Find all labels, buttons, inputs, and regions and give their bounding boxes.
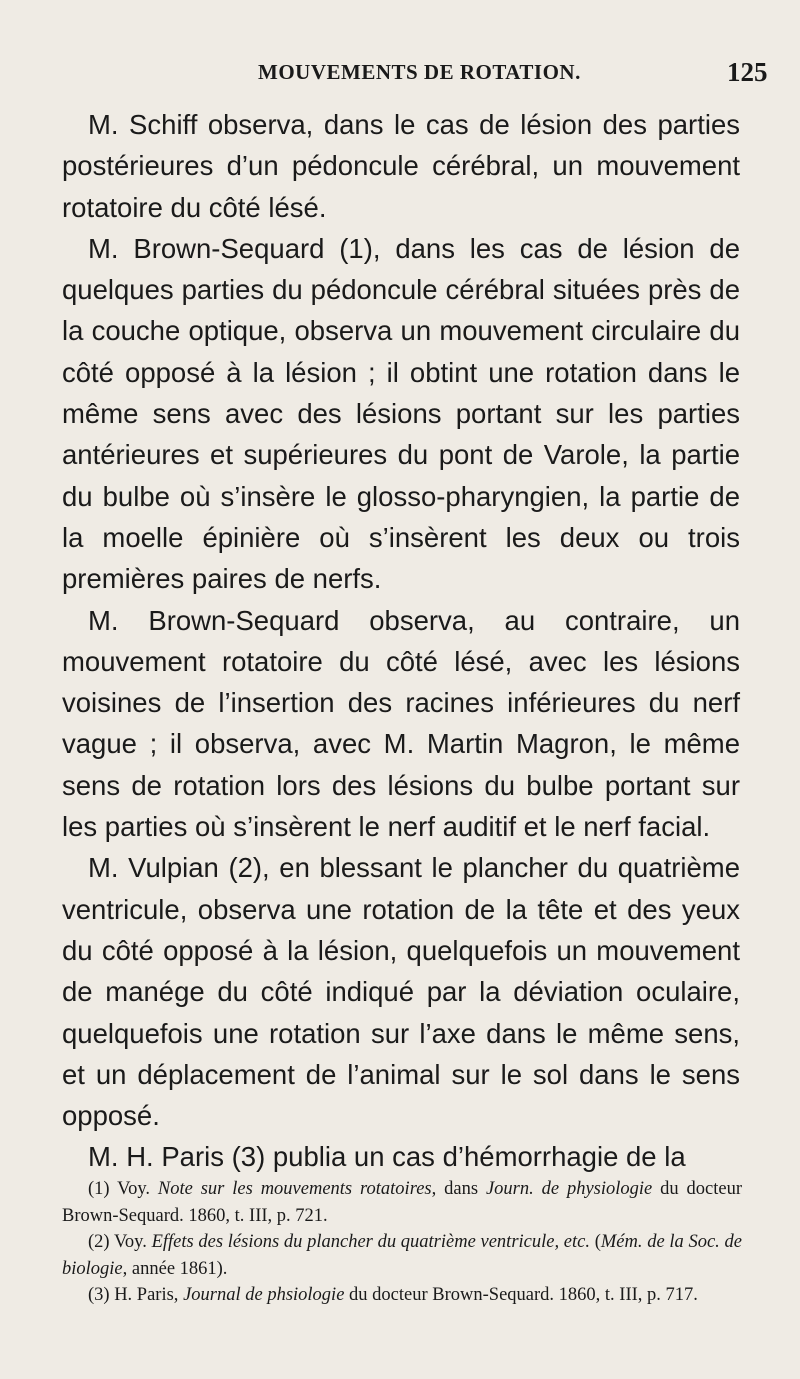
footnote-3-title: Journal de phsiologie (183, 1285, 345, 1305)
running-title: MOUVEMENTS DE ROTATION. (258, 60, 581, 84)
paragraph-brown-sequard-circular: M. Brown-Sequard (1), dans les cas de lésion de quelques parties du pédoncule cérébral situées près de la couche optique, observa un mouvement circulaire du côté opposé à la lésion ; il obtint une rotation dans le même sens avec des lésions portant sur les parties antérieures et supérieures du pont de Varole, la partie du bulbe où s’insère le glosso-pharyngien, la partie de la moelle épinière où s’insèrent les deux ou trois premières paires de nerfs. (62, 232, 740, 595)
footnote-2-suffix: , année 1861). (122, 1258, 228, 1279)
footnote-3-suffix: du docteur Brown-Sequard. 1860, t. III, p. 717. (344, 1285, 698, 1305)
footnote-2-source: Mém. de la Soc. de biologie (62, 1232, 742, 1279)
footnote-2-prefix: (2) Voy. (88, 1232, 152, 1252)
footnote-1-prefix: (1) Voy. (88, 1179, 158, 1199)
footnote-2-mid: ( (590, 1232, 601, 1252)
footnote-1-title: Note sur les mouvements rotatoires (157, 1179, 432, 1199)
footnote-3 (62, 1282, 742, 1309)
footnote-1-suffix: du docteur Brown-Sequard. 1860, t. III, p. 721. (62, 1179, 742, 1226)
footnote-1-source: Journ. de physiologie (485, 1179, 653, 1199)
footnote-2 (62, 1229, 742, 1282)
footnote-3-prefix: (3) H. Paris, (88, 1285, 184, 1305)
paragraph-brown-sequard-rotatory: M. Brown-Sequard observa, au contraire, un mouvement rotatoire du côté lésé, avec les lésions voisines de l’insertion des racines inférieures du nerf vague ; il observa, avec M. Martin Magron, le même sens de rotation lors des lésions du bulbe portant sur les parties où s’insèrent le nerf auditif et le nerf facial. (62, 604, 740, 843)
page-number: 125 (727, 57, 768, 87)
paragraph-vulpian: M. Vulpian (2), en blessant le plancher du quatrième ventricule, observa une rotation de la tête et des yeux du côté opposé à la lésion, quelquefois un mouvement de manége du côté indiqué par la déviation oculaire, quelquefois une rotation sur l’axe dans le même sens, et un déplacement de l’animal sur le sol dans le sens opposé. (62, 852, 740, 1132)
footnote-1 (62, 1176, 742, 1229)
body-text (62, 104, 740, 1178)
footnote-2-title: Effets des lésions du plancher du quatrième ventricule, etc. (151, 1232, 590, 1252)
paragraph-schiff: M. Schiff observa, dans le cas de lésion des parties postérieures d’un pédoncule cérébral, un mouvement rotatoire du côté lésé. (62, 109, 740, 223)
footnotes (62, 1176, 742, 1309)
paragraph-paris: M. H. Paris (3) publia un cas d’hémorrhagie de la (88, 1141, 686, 1173)
footnote-1-mid: , dans (431, 1179, 486, 1199)
